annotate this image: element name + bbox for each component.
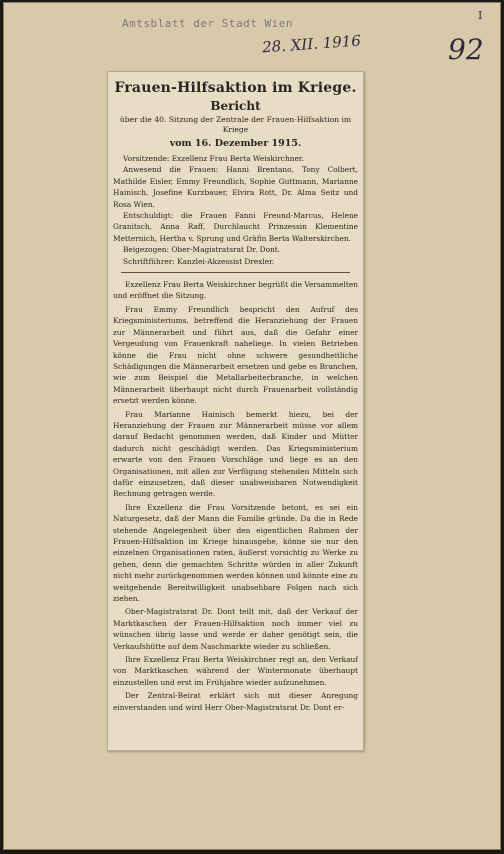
meta-chair: Vorsitzende: Exzellenz Frau Berta Weiskirchner. bbox=[123, 154, 304, 163]
article-heading: Bericht bbox=[210, 99, 261, 113]
article-subtitle: über die 40. Sitzung der Zentrale der Frauen-Hilfsaktion im Kriege bbox=[119, 115, 352, 134]
paragraph-3: Frau Marianne Hainisch bemerkt hiezu, bei der Heranziehung der Frauen zur Männerarbeit müsse vor allem darauf Bedacht genommen werden, daß Kinder und Mütter dadurch nicht geschädigt werden. Das Kriegsministerium erwarte von den Frauen Vorschläge und liege es an den Organisationen, mit allen zur Verfügung stehenden Mitteln sich dafür einzusetzen, daß dieser unabweisbaren Notwendigkeit Rechnung getragen werde. bbox=[113, 409, 358, 499]
archive-stamp: Amtsblatt der Stadt Wien bbox=[122, 17, 293, 30]
paragraph-6: Ihre Exzellenz Frau Berta Weiskirchner regt an, den Verkauf von Marktkaschen während der Wintermonate überhaupt einzustellen und erst im Frühjahre wieder aufzunehmen. bbox=[113, 655, 358, 687]
handwritten-date: 28. XII. 1916 bbox=[261, 31, 362, 57]
archive-sheet bbox=[3, 2, 501, 850]
paragraph-2: Frau Emmy Freundlich bespricht den Aufruf des Kriegsministeriums, betreffend die Heranziehung der Frauen zur Männerarbeit und führt aus, daß die Gefahr einer Vergeudung von Frauenkraft naheliege. In vielen Betrieben könne die Frau nicht ohne schwere gesundheitliche Schädigungen die Männerarbeit ersetzen und gebe es Branchen, wie zum Beispiel die Metallarbeiterbranche, in welchen Männerarbeit überhaupt nicht durch Frauenarbeit vollständig ersetzt werden könne. bbox=[113, 304, 358, 406]
roman-numeral-mark: I bbox=[478, 9, 483, 22]
meta-present: Anwesend die Frauen: Hanni Brentano, Tony Colbert, Mathilde Eisler, Emmy Freundlich, Sophie Guttmann, Marianne Hainisch, Josefine Kurzbauer, Elvira Rott, Dr. Alma Seitz und Rosa Wien. bbox=[113, 165, 358, 209]
handwritten-number: 92 bbox=[448, 33, 484, 66]
newspaper-clipping bbox=[107, 71, 364, 751]
meta-invited: Beigezogen: Ober-Magistratsrat Dr. Dont. bbox=[123, 245, 281, 255]
article-date: vom 16. Dezember 1915. bbox=[169, 138, 302, 149]
article-title: Frauen-Hilfsaktion im Kriege. bbox=[114, 80, 357, 96]
meta-secretary: Schriftführer: Kanzlei-Akzessist Drexler. bbox=[123, 256, 275, 266]
paragraph-7: Der Zentral-Beirat erklärt sich mit dieser Anregung einverstanden und wird Herr Ober-Magistratsrat Dr. Dont er- bbox=[113, 691, 358, 712]
paragraph-4: Ihre Exzellenz die Frau Vorsitzende betont, es sei ein Naturgesetz, daß der Mann die Familie gründe. Da die in Rede stehende Angelegenheit über den eigentlichen Rahmen der Frauen-Hilfsaktion im Kriege hinausgehe, könne sie nur den einzelnen Organisationen raten, äußerst vorsichtig zu Werke zu gehen, denn die gemachten Schritte würden in aller Zukunft nicht mehr zurückgenommen werden können und könnte eine zu weitgehende Bereitwilligkeit unabsehbare Folgen nach sich ziehen. bbox=[113, 502, 358, 604]
meta-excused: Entschuldigt: die Frauen Fanni Freund-Marcus, Helene Granitsch, Anna Raff, Durchlaucht Prinzessin Klementine Metternich, Hertha v. Sprung und Gräfin Berta Walterskirchen. bbox=[113, 211, 358, 243]
paragraph-5: Ober-Magistratsrat Dr. Dont teilt mit, daß der Verkauf der Marktkaschen der Frauen-Hilfsaktion noch immer viel zu wünschen übrig lasse und werde er daher genötigt sein, die Verkaufshütte auf dem Naschmarkte wieder zu schließen. bbox=[113, 607, 358, 651]
paragraph-1: Exzellenz Frau Berta Weiskirchner begrüßt die Versammelten und eröffnet die Sitzung. bbox=[113, 280, 358, 301]
divider-rule bbox=[121, 272, 350, 273]
